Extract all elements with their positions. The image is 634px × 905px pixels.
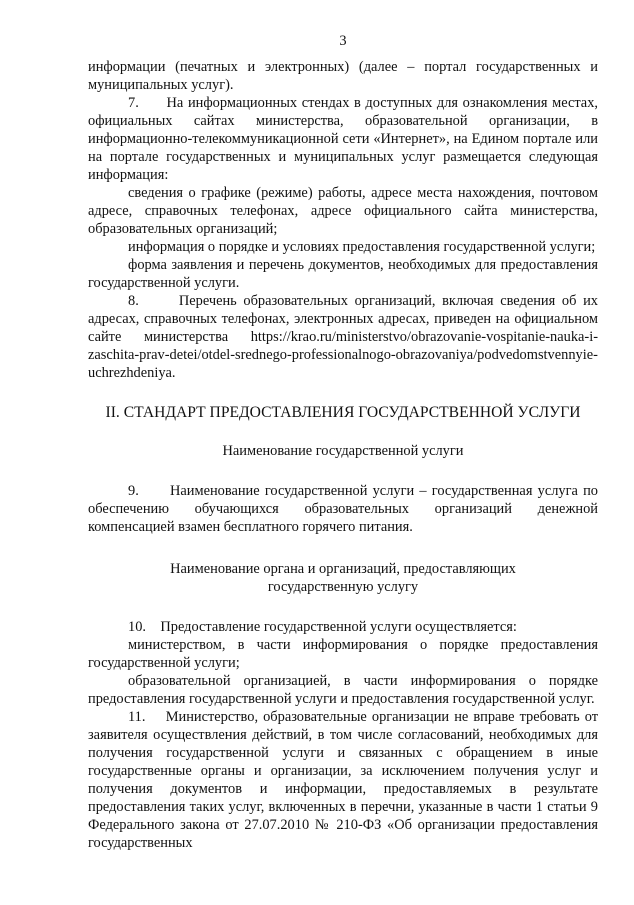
paragraph-10-item-organization: образовательной организацией, в части информирования о порядке предоставления государственной услуги и предоставления государственной услуг. <box>88 673 598 707</box>
paragraph-7: 7. На информационных стендах в доступных для ознакомления местах, официальных сайтах министерства, образовательной организации, в информационно-телекоммуникационной сети «Интернет», на Едином портале или на портале государственных и муниципальных услуг размещается следующая информация: <box>88 95 598 183</box>
subheading-service-name: Наименование государственной услуги <box>222 443 464 459</box>
paragraph-7-item-form: форма заявления и перечень документов, необходимых для предоставления государственной услуги. <box>88 257 598 291</box>
paragraph-continued: информации (печатных и электронных) (далее – портал государственных и муниципальных услуг). <box>88 59 598 93</box>
paragraph-11: 11. Министерство, образовательные организации не вправе требовать от заявителя осуществления действий, в том числе согласований, необходимых для получения государственной услуги и связанных с обращением в иные государственные органы и организации, за исключением получения услуг и получения документов и информации, предоставляемых в результате предоставления таких услуг, включенных в перечни, указанные в части 1 статьи 9 Федерального закона от 27.07.2010 № 210-ФЗ «Об организации предоставления государственных <box>88 709 598 851</box>
subheading-provider <box>88 560 598 596</box>
paragraph-10: 10. Предоставление государственной услуги осуществляется: <box>128 619 517 635</box>
page-number: 3 <box>339 33 347 49</box>
paragraph-7-item-procedure: информация о порядке и условиях предоставления государственной услуги; <box>128 239 596 255</box>
document-page <box>88 32 598 852</box>
subheading-provider-line-1: Наименование органа и организаций, предоставляющих <box>170 561 516 577</box>
section-heading: II. СТАНДАРТ ПРЕДОСТАВЛЕНИЯ ГОСУДАРСТВЕННОЙ УСЛУГИ <box>105 404 581 421</box>
paragraph-8: 8. Перечень образовательных организаций, включая сведения об их адресах, справочных телефонах, электронных адресах, приведен на официальном сайте министерства https://krao.ru/ministerstvo/obrazovanie-vospitanie-nauka-i-zaschita-prav-detei/otdel-srednego-professionalnogo-obrazovaniya/podvedomstvennyie-uchrezhdeniya. <box>88 293 598 381</box>
paragraph-7-item-schedule: сведения о графике (режиме) работы, адресе места нахождения, почтовом адресе, справочных телефонах, адресе официального сайта министерства, образовательных организаций; <box>88 185 598 237</box>
paragraph-10-item-ministry: министерством, в части информирования о порядке предоставления государственной услуги; <box>88 637 598 671</box>
paragraph-9: 9. Наименование государственной услуги – государственная услуга по обеспечению обучающихся образовательных организаций денежной компенсацией взамен бесплатного горячего питания. <box>88 483 598 535</box>
subheading-provider-line-2: государственную услугу <box>267 579 419 595</box>
